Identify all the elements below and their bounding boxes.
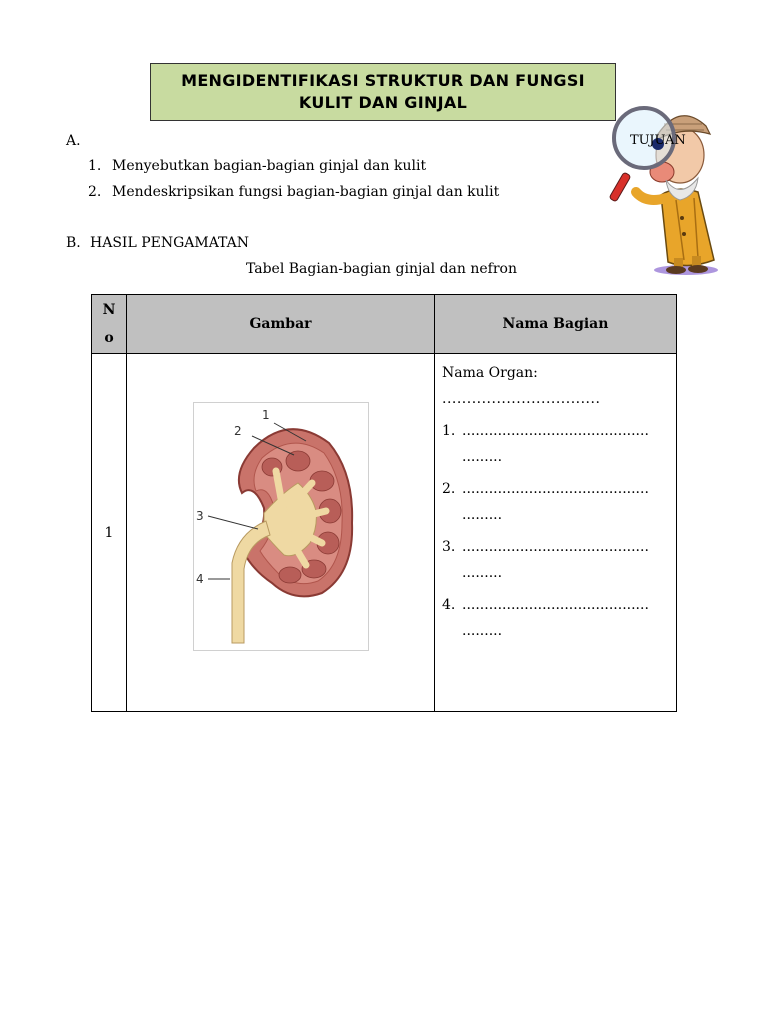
section-b-heading bbox=[66, 235, 249, 251]
document-title bbox=[150, 63, 616, 121]
table-caption: Tabel Bagian-bagian ginjal dan nefron bbox=[246, 261, 517, 277]
kidney-label-3: 3 bbox=[196, 509, 204, 523]
observation-table bbox=[91, 294, 677, 712]
section-b-title: HASIL PENGAMATAN bbox=[90, 235, 249, 251]
kidney-label-1: 1 bbox=[262, 408, 270, 422]
goal-text: Menyebutkan bagian-bagian ginjal dan kulit bbox=[112, 158, 427, 174]
header-gambar: Gambar bbox=[127, 295, 435, 354]
part-answer-item: 1. .......................................... ......... bbox=[442, 418, 668, 470]
section-a-label: A. bbox=[66, 133, 81, 149]
answer-blank-cont: ......... bbox=[462, 507, 503, 523]
goal-number: 2. bbox=[88, 184, 102, 200]
kidney-diagram-icon bbox=[194, 403, 368, 650]
kidney-image bbox=[193, 402, 369, 651]
goal-item bbox=[88, 184, 499, 200]
goal-item bbox=[88, 158, 426, 174]
title-line-1: MENGIDENTIFIKASI STRUKTUR DAN FUNGSI bbox=[181, 71, 585, 90]
answer-blank-cont: ......... bbox=[462, 449, 503, 465]
table-header-row bbox=[92, 295, 677, 354]
title-line-2: KULIT DAN GINJAL bbox=[298, 93, 468, 112]
section-b-label: B. bbox=[66, 235, 81, 251]
detective-magnifier-icon bbox=[606, 100, 721, 278]
goal-number: 1. bbox=[88, 158, 102, 174]
row-number: 1 bbox=[92, 354, 127, 712]
table-row bbox=[92, 354, 677, 712]
organ-label: Nama Organ: bbox=[442, 365, 538, 381]
answer-blank: .......................................... bbox=[462, 597, 649, 613]
nama-bagian-cell bbox=[435, 354, 677, 712]
answer-blank-cont: ......... bbox=[462, 565, 503, 581]
tujuan-label: TUJUAN bbox=[630, 133, 686, 148]
organ-answer-blank: ................................ bbox=[442, 391, 601, 407]
answer-blank: .......................................... bbox=[462, 423, 649, 439]
kidney-label-4: 4 bbox=[196, 572, 204, 586]
header-no: N o bbox=[92, 295, 127, 354]
goal-text: Mendeskripsikan fungsi bagian-bagian ginjal dan kulit bbox=[112, 184, 500, 200]
part-answer-item: 4. .......................................... ......... bbox=[442, 592, 668, 644]
kidney-label-2: 2 bbox=[234, 424, 242, 438]
gambar-cell bbox=[127, 354, 435, 712]
part-answer-item: 3. .......................................... ......... bbox=[442, 534, 668, 586]
answer-blank: .......................................... bbox=[462, 481, 649, 497]
answer-blank: .......................................... bbox=[462, 539, 649, 555]
part-answer-item: 2. .......................................... ......... bbox=[442, 476, 668, 528]
answer-blank-cont: ......... bbox=[462, 623, 503, 639]
header-nama-bagian: Nama Bagian bbox=[435, 295, 677, 354]
